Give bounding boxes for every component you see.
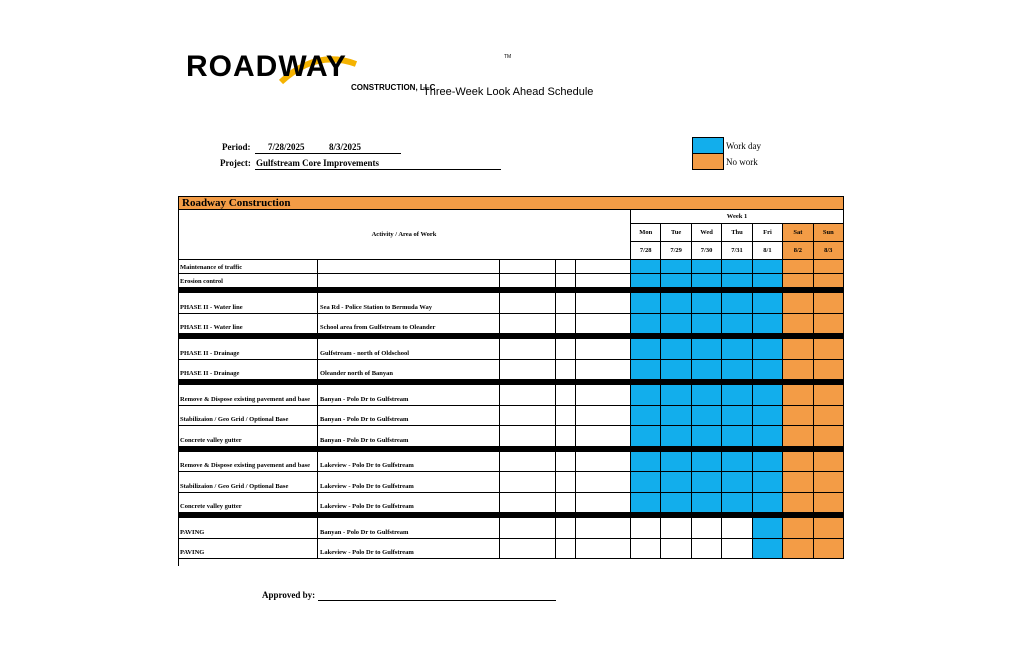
blank-cell [576, 260, 631, 274]
area-cell: Oleander north of Banyan [318, 360, 500, 381]
activity-header: Activity / Area of Work [178, 210, 631, 260]
blank-cell [500, 539, 556, 560]
blank-cell [556, 360, 576, 381]
blank-cell [556, 539, 576, 560]
blank-cell [500, 426, 556, 447]
schedule-cell[interactable] [783, 314, 813, 335]
schedule-cell[interactable] [722, 472, 752, 493]
day-name-mon: Mon [631, 224, 661, 242]
blank-cell [500, 274, 556, 288]
activity-cell: Erosion control [178, 274, 318, 288]
schedule-cell[interactable] [783, 493, 813, 514]
blank-cell [556, 385, 576, 406]
schedule-cell[interactable] [814, 385, 844, 406]
schedule-cell[interactable] [814, 493, 844, 514]
schedule-cell[interactable] [661, 406, 691, 427]
schedule-cell[interactable] [814, 293, 844, 314]
blank-cell [556, 493, 576, 514]
schedule-cell[interactable] [661, 385, 691, 406]
area-cell [318, 260, 500, 274]
schedule-cell[interactable] [753, 260, 783, 274]
schedule-cell[interactable] [753, 406, 783, 427]
schedule-cell[interactable] [661, 360, 691, 381]
schedule-cell[interactable] [661, 452, 691, 473]
schedule-cell[interactable] [783, 339, 813, 360]
schedule-cell[interactable] [783, 406, 813, 427]
blank-cell [576, 426, 631, 447]
schedule-cell[interactable] [661, 472, 691, 493]
area-cell: Lakeview - Polo Dr to Gulfstream [318, 452, 500, 473]
period-label: Period: [222, 142, 251, 152]
area-cell: Sea Rd - Police Station to Bermuda Way [318, 293, 500, 314]
blank-cell [556, 274, 576, 288]
schedule-cell[interactable] [722, 406, 752, 427]
legend-swatch-nowork [692, 153, 724, 170]
day-date-sat: 8/2 [783, 242, 813, 260]
schedule-cell[interactable] [661, 426, 691, 447]
schedule-cell[interactable] [692, 426, 722, 447]
schedule-cell[interactable] [814, 360, 844, 381]
schedule-cell[interactable] [753, 472, 783, 493]
schedule-cell[interactable] [814, 452, 844, 473]
blank-cell [500, 472, 556, 493]
schedule-cell[interactable] [722, 385, 752, 406]
schedule-cell[interactable] [783, 260, 813, 274]
blank-cell [576, 493, 631, 514]
day-date-thu: 7/31 [722, 242, 752, 260]
blank-cell [556, 518, 576, 539]
schedule-cell[interactable] [814, 260, 844, 274]
schedule-cell[interactable] [692, 293, 722, 314]
blank-cell [576, 293, 631, 314]
schedule-cell[interactable] [814, 472, 844, 493]
blank-cell [576, 539, 631, 560]
activity-cell: Concrete valley gutter [178, 426, 318, 447]
day-date-sun: 8/3 [814, 242, 844, 260]
schedule-cell[interactable] [631, 314, 661, 335]
schedule-cell[interactable] [692, 260, 722, 274]
area-cell: Banyan - Polo Dr to Gulfstream [318, 406, 500, 427]
schedule-cell[interactable] [753, 360, 783, 381]
schedule-cell[interactable] [814, 406, 844, 427]
blank-cell [556, 260, 576, 274]
day-date-wed: 7/30 [692, 242, 722, 260]
approved-signature-line[interactable] [318, 600, 556, 601]
activity-cell: Remove & Dispose existing pavement and base [178, 385, 318, 406]
blank-cell [500, 360, 556, 381]
schedule-cell[interactable] [783, 274, 813, 288]
schedule-cell[interactable] [692, 314, 722, 335]
day-name-wed: Wed [692, 224, 722, 242]
schedule-cell[interactable] [814, 314, 844, 335]
schedule-cell[interactable] [631, 518, 661, 539]
schedule-cell[interactable] [661, 314, 691, 335]
logo-tm: TM [504, 54, 512, 60]
schedule-cell[interactable] [814, 339, 844, 360]
schedule-cell[interactable] [631, 452, 661, 473]
schedule-cell[interactable] [722, 426, 752, 447]
blank-cell [576, 385, 631, 406]
blank-cell [500, 385, 556, 406]
week-label: Week 1 [631, 210, 844, 224]
schedule-title: Three-Week Look Ahead Schedule [423, 86, 594, 98]
blank-cell [576, 274, 631, 288]
schedule-cell[interactable] [722, 339, 752, 360]
period-end: 8/3/2025 [329, 142, 362, 152]
area-cell: Banyan - Polo Dr to Gulfstream [318, 518, 500, 539]
blank-cell [500, 314, 556, 335]
schedule-cell[interactable] [783, 518, 813, 539]
schedule-cell[interactable] [692, 406, 722, 427]
legend-label-nowork: No work [726, 157, 758, 167]
blank-cell [500, 493, 556, 514]
schedule-cell[interactable] [783, 360, 813, 381]
blank-cell [556, 314, 576, 335]
schedule-cell[interactable] [661, 260, 691, 274]
project-underline [255, 169, 501, 170]
schedule-cell[interactable] [661, 293, 691, 314]
schedule-cell[interactable] [783, 426, 813, 447]
schedule-cell[interactable] [631, 472, 661, 493]
activity-cell: PHASE II - Drainage [178, 360, 318, 381]
schedule-cell[interactable] [814, 274, 844, 288]
activity-cell: Concrete valley gutter [178, 493, 318, 514]
blank-cell [576, 452, 631, 473]
area-cell: Lakeview - Polo Dr to Gulfstream [318, 539, 500, 560]
schedule-cell[interactable] [661, 493, 691, 514]
area-cell [318, 274, 500, 288]
blank-cell [556, 452, 576, 473]
schedule-cell[interactable] [692, 274, 722, 288]
blank-cell [576, 314, 631, 335]
area-cell: Banyan - Polo Dr to Gulfstream [318, 385, 500, 406]
day-date-fri: 8/1 [753, 242, 783, 260]
blank-cell [500, 293, 556, 314]
schedule-cell[interactable] [692, 518, 722, 539]
day-name-sat: Sat [783, 224, 813, 242]
blank-cell [500, 518, 556, 539]
schedule-cell[interactable] [783, 472, 813, 493]
schedule-cell[interactable] [783, 293, 813, 314]
schedule-cell[interactable] [753, 339, 783, 360]
activity-cell: PHASE II - Water line [178, 293, 318, 314]
blank-cell [500, 406, 556, 427]
schedule-cell[interactable] [661, 339, 691, 360]
schedule-cell[interactable] [692, 385, 722, 406]
legend-swatch-work [692, 137, 724, 154]
schedule-cell[interactable] [814, 539, 844, 560]
activity-cell: Stabilizaion / Geo Grid / Optional Base [178, 472, 318, 493]
schedule-cell[interactable] [631, 293, 661, 314]
schedule-cell[interactable] [753, 385, 783, 406]
activity-cell: PAVING [178, 539, 318, 560]
schedule-cell[interactable] [722, 452, 752, 473]
schedule-cell[interactable] [692, 339, 722, 360]
schedule-cell[interactable] [722, 493, 752, 514]
schedule-cell[interactable] [661, 274, 691, 288]
blank-cell [556, 293, 576, 314]
day-date-tue: 7/29 [661, 242, 691, 260]
schedule-cell[interactable] [631, 539, 661, 560]
schedule-cell[interactable] [753, 493, 783, 514]
schedule-cell[interactable] [722, 293, 752, 314]
schedule-cell[interactable] [783, 385, 813, 406]
schedule-cell[interactable] [753, 539, 783, 560]
schedule-cell[interactable] [722, 539, 752, 560]
schedule-cell[interactable] [783, 452, 813, 473]
schedule-cell[interactable] [722, 360, 752, 381]
blank-cell [556, 406, 576, 427]
schedule-cell[interactable] [692, 493, 722, 514]
activity-cell: Remove & Dispose existing pavement and base [178, 452, 318, 473]
schedule-cell[interactable] [631, 339, 661, 360]
approved-label: Approved by: [262, 590, 316, 600]
schedule-cell[interactable] [631, 385, 661, 406]
area-cell: School area from Gulfstream to Oleander [318, 314, 500, 335]
schedule-cell[interactable] [692, 360, 722, 381]
day-name-sun: Sun [814, 224, 844, 242]
schedule-cell[interactable] [661, 518, 691, 539]
schedule-cell[interactable] [631, 426, 661, 447]
schedule-cell[interactable] [753, 274, 783, 288]
blank-cell [576, 472, 631, 493]
blank-cell [556, 472, 576, 493]
blank-cell [576, 406, 631, 427]
blank-cell [556, 426, 576, 447]
activity-cell: PHASE II - Drainage [178, 339, 318, 360]
day-date-mon: 7/28 [631, 242, 661, 260]
period-underline [255, 153, 401, 154]
logo-sub: CONSTRUCTION, LLC [351, 83, 436, 92]
schedule-cell[interactable] [631, 260, 661, 274]
schedule-cell[interactable] [783, 539, 813, 560]
area-cell: Lakeview - Polo Dr to Gulfstream [318, 472, 500, 493]
schedule-cell[interactable] [722, 260, 752, 274]
area-cell: Lakeview - Polo Dr to Gulfstream [318, 493, 500, 514]
schedule-cell[interactable] [814, 518, 844, 539]
blank-cell [556, 339, 576, 360]
schedule-cell[interactable] [722, 274, 752, 288]
area-cell: Gulfstream - north of Oldschool [318, 339, 500, 360]
schedule-cell[interactable] [692, 452, 722, 473]
schedule-cell[interactable] [753, 314, 783, 335]
area-cell: Banyan - Polo Dr to Gulfstream [318, 426, 500, 447]
schedule-cell[interactable] [753, 426, 783, 447]
blank-cell [576, 360, 631, 381]
schedule-cell[interactable] [631, 493, 661, 514]
blank-cell [500, 452, 556, 473]
activity-cell: Stabilizaion / Geo Grid / Optional Base [178, 406, 318, 427]
schedule-cell[interactable] [631, 360, 661, 381]
period-start: 7/28/2025 [268, 142, 305, 152]
activity-cell: PAVING [178, 518, 318, 539]
blank-cell [576, 518, 631, 539]
table-title: Roadway Construction [178, 196, 844, 210]
schedule-cell[interactable] [692, 472, 722, 493]
legend-label-work: Work day [726, 141, 762, 151]
schedule-cell[interactable] [661, 539, 691, 560]
schedule-cell[interactable] [631, 406, 661, 427]
blank-cell [500, 339, 556, 360]
project-label: Project: [220, 158, 251, 168]
day-name-tue: Tue [661, 224, 691, 242]
schedule-cell[interactable] [631, 274, 661, 288]
activity-cell: PHASE II - Water line [178, 314, 318, 335]
schedule-cell[interactable] [814, 426, 844, 447]
day-name-fri: Fri [753, 224, 783, 242]
schedule-cell[interactable] [722, 518, 752, 539]
logo-text: ROADWAY [186, 50, 347, 83]
schedule-cell[interactable] [753, 452, 783, 473]
activity-cell: Maintenance of traffic [178, 260, 318, 274]
day-name-thu: Thu [722, 224, 752, 242]
blank-cell [576, 339, 631, 360]
schedule-cell[interactable] [722, 314, 752, 335]
schedule-cell[interactable] [753, 518, 783, 539]
schedule-cell[interactable] [692, 539, 722, 560]
project-value: Gulfstream Core Improvements [256, 158, 379, 168]
blank-cell [500, 260, 556, 274]
schedule-cell[interactable] [753, 293, 783, 314]
